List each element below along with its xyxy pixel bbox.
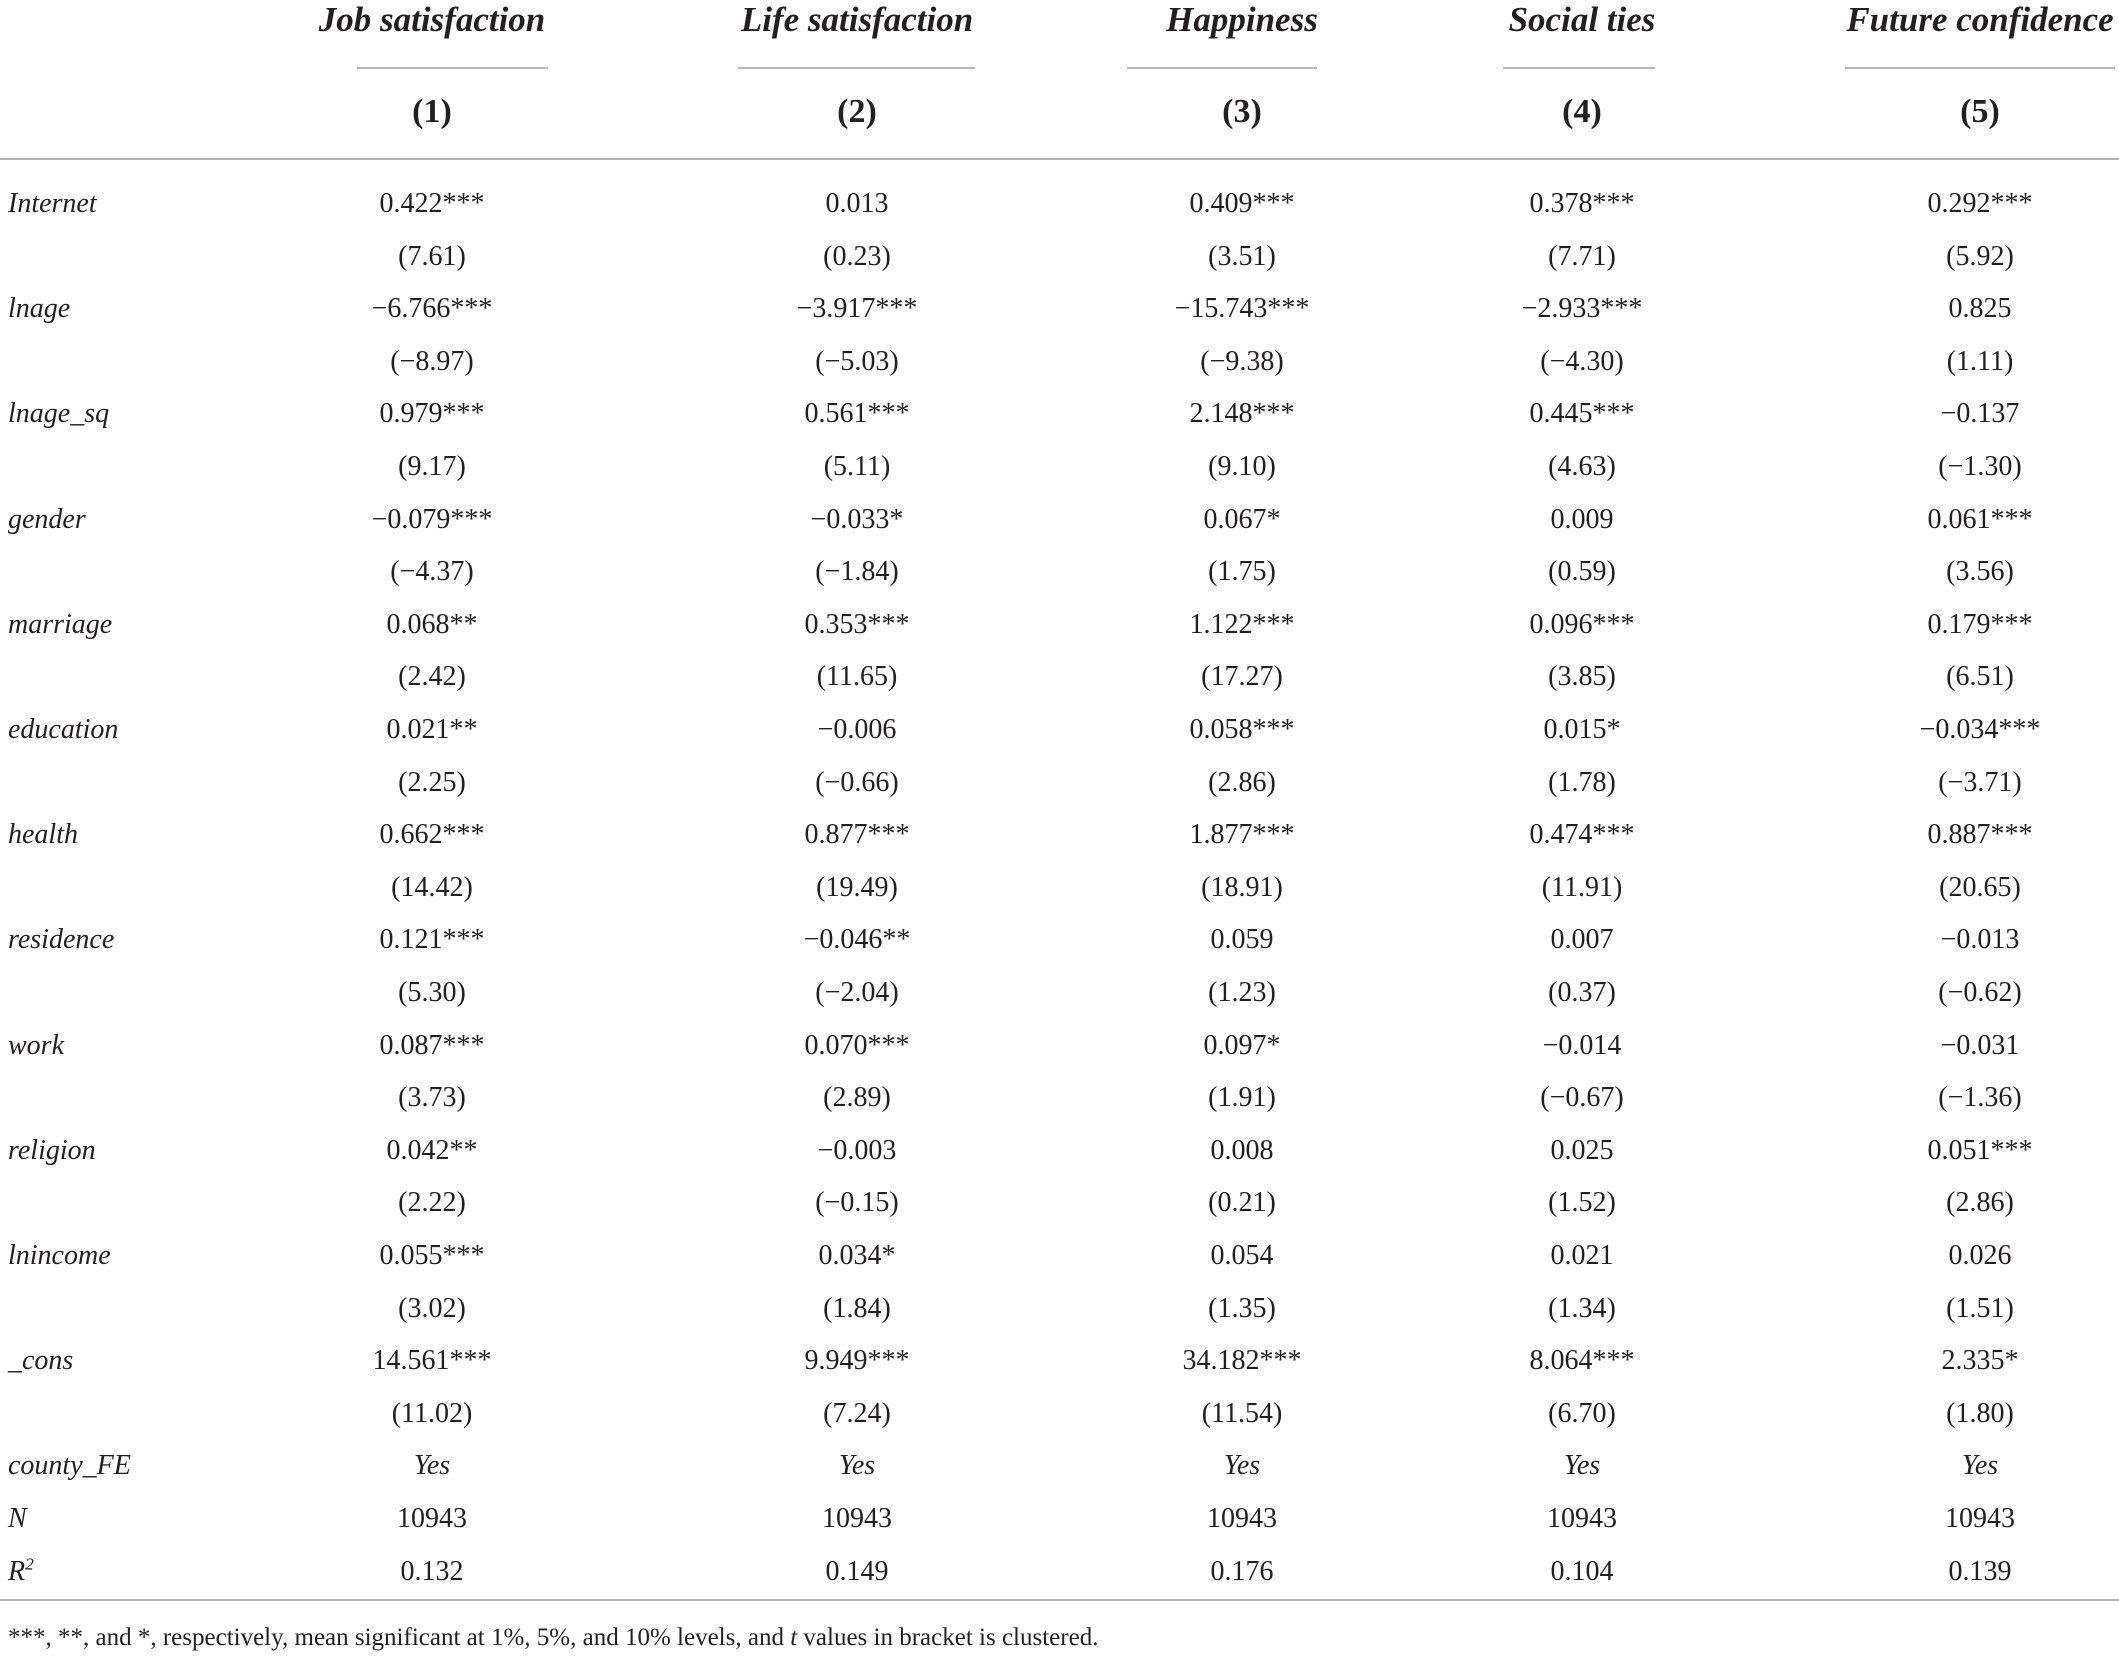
table-cell: (3.73): [398, 1082, 466, 1114]
table-row-tstat: [0, 231, 2119, 283]
table-cell: 0.067*: [1203, 503, 1281, 535]
table-row-tstat: [0, 1177, 2119, 1229]
column-title: Job satisfaction: [318, 0, 546, 39]
table-row: [0, 388, 2119, 440]
table-cell: (4.63): [1548, 451, 1616, 482]
table-row: [0, 704, 2119, 756]
table-row-tstat: [0, 441, 2119, 493]
table-cell: (18.91): [1201, 871, 1283, 903]
row-label-text: religion: [8, 1134, 96, 1166]
table-cell: −6.766***: [371, 293, 493, 325]
row-label: [8, 397, 109, 431]
table-cell: 0.887***: [1927, 819, 2033, 851]
table-cell: (2.86): [1946, 1187, 2014, 1219]
table-cell: (7.61): [398, 240, 466, 272]
table-cell: 0.021: [1550, 1240, 1614, 1271]
table-cell: 14.561***: [372, 1345, 492, 1377]
table-row: [0, 494, 2119, 546]
table-row-tstat: [0, 757, 2119, 809]
table-cell: 10943: [822, 1503, 892, 1534]
table-cell: 10943: [1207, 1503, 1277, 1534]
table-cell: −0.006: [817, 714, 897, 745]
table-row: [0, 1020, 2119, 1072]
table-cell: −3.917***: [796, 293, 918, 325]
footnote-text: ***, **, and *, respectively, mean significant at 1%, 5%, and 10% levels, and: [8, 1624, 791, 1651]
header-bottom-rule: [0, 158, 2119, 160]
table-cell: (−1.36): [1938, 1082, 2022, 1114]
row-label-text: R: [8, 1555, 26, 1587]
table-cell: 10943: [397, 1503, 467, 1534]
table-cell: −0.079***: [371, 503, 493, 535]
table-cell: (−0.62): [1938, 977, 2022, 1008]
table-row-tstat: [0, 1283, 2119, 1335]
table-row: [0, 1493, 2119, 1545]
table-cell: (−4.37): [390, 556, 474, 588]
table-cell: (3.56): [1946, 556, 2014, 588]
table-cell: 2.148***: [1189, 398, 1295, 430]
table-cell: 0.877***: [804, 819, 910, 851]
table-cell: −0.137: [1940, 398, 2020, 430]
column-title-rule: [1503, 67, 1655, 69]
column-title: Future confidence: [1846, 0, 2114, 39]
table-row: [0, 1440, 2119, 1492]
table-cell: (9.10): [1208, 451, 1276, 482]
table-cell: (1.52): [1548, 1187, 1616, 1219]
table-cell: Yes: [1223, 1450, 1261, 1482]
column-title-rule: [1127, 67, 1317, 69]
table-cell: (11.02): [391, 1397, 473, 1429]
table-cell: 2.335*: [1941, 1345, 2019, 1377]
table-cell: (5.92): [1946, 240, 2014, 272]
table-row-tstat: [0, 967, 2119, 1019]
table-bottom-rule: [0, 1599, 2119, 1601]
table-cell: 0.026: [1948, 1240, 2012, 1271]
column-number: (5): [1960, 93, 2000, 130]
table-cell: 0.068**: [386, 608, 478, 640]
table-cell: 0.042**: [386, 1134, 478, 1166]
table-cell: 0.054: [1210, 1240, 1274, 1271]
row-label: [8, 187, 97, 221]
row-label-text: residence: [8, 924, 115, 956]
table-cell: 0.445***: [1529, 398, 1635, 430]
table-cell: (2.86): [1208, 766, 1276, 798]
table-cell: (1.78): [1548, 766, 1616, 798]
table-cell: 0.104: [1550, 1555, 1614, 1587]
column-title-rule: [738, 67, 975, 69]
table-cell: 34.182***: [1182, 1345, 1302, 1377]
table-cell: (2.42): [398, 661, 466, 693]
table-cell: 0.179***: [1927, 608, 2033, 640]
table-cell: 0.662***: [379, 819, 485, 851]
table-cell: (9.17): [398, 451, 466, 482]
table-cell: (0.37): [1548, 977, 1616, 1008]
table-cell: 0.561***: [804, 398, 910, 430]
row-label-text: health: [8, 819, 78, 851]
table-cell: −0.013: [1940, 924, 2020, 956]
table-cell: 0.292***: [1927, 188, 2033, 219]
table-cell: 0.009: [1550, 503, 1614, 535]
row-label: [8, 1449, 131, 1483]
table-row-tstat: [0, 862, 2119, 914]
table-row: [0, 599, 2119, 651]
table-cell: −0.034***: [1919, 714, 2041, 745]
table-cell: (1.35): [1208, 1292, 1276, 1324]
table-cell: Yes: [1563, 1450, 1601, 1482]
row-label-text: work: [8, 1029, 64, 1061]
row-label: [8, 503, 86, 537]
table-cell: 0.132: [400, 1555, 464, 1587]
column-number: (3): [1222, 93, 1262, 130]
table-cell: 0.055***: [379, 1240, 485, 1271]
table-cell: 0.061***: [1927, 503, 2033, 535]
table-cell: Yes: [413, 1450, 451, 1482]
column-title-rule: [1845, 67, 2115, 69]
table-cell: 0.353***: [804, 608, 910, 640]
row-label-text: marriage: [8, 608, 113, 640]
table-cell: 10943: [1945, 1503, 2015, 1534]
column-title: Happiness: [1166, 0, 1318, 39]
table-row-tstat: [0, 546, 2119, 598]
table-cell: 0.422***: [379, 188, 485, 219]
table-cell: (−4.30): [1540, 345, 1624, 377]
table-cell: (11.54): [1201, 1397, 1283, 1429]
row-label: [8, 608, 112, 642]
table-cell: 8.064***: [1529, 1345, 1635, 1377]
table-cell: (3.02): [398, 1292, 466, 1324]
column-number: (1): [412, 93, 452, 130]
table-cell: 1.122***: [1189, 608, 1295, 640]
table-cell: −0.031: [1940, 1029, 2020, 1061]
table-cell: 0.096***: [1529, 608, 1635, 640]
table-cell: 0.015*: [1543, 714, 1621, 745]
table-cell: (7.71): [1548, 240, 1616, 272]
table-cell: 0.378***: [1529, 188, 1635, 219]
row-label: [8, 1029, 64, 1063]
table-cell: 0.087***: [379, 1029, 485, 1061]
table-cell: −0.033*: [810, 503, 904, 535]
row-label: [8, 1555, 34, 1589]
table-cell: (−9.38): [1200, 345, 1284, 377]
table-cell: (19.49): [816, 871, 898, 903]
row-label-text: Internet: [8, 188, 97, 219]
table-cell: −2.933***: [1521, 293, 1643, 325]
table-cell: (2.89): [823, 1082, 891, 1114]
table-cell: (11.65): [816, 661, 898, 693]
table-cell: (1.34): [1548, 1292, 1616, 1324]
table-row: [0, 1125, 2119, 1177]
table-cell: (−0.66): [815, 766, 899, 798]
table-cell: (1.11): [1946, 345, 2014, 377]
table-cell: (−0.67): [1540, 1082, 1624, 1114]
table-cell: (20.65): [1939, 871, 2021, 903]
table-cell: (1.84): [823, 1292, 891, 1324]
table-row: [0, 283, 2119, 335]
row-label-text: lnage_sq: [8, 398, 110, 430]
table-cell: 0.176: [1210, 1555, 1274, 1587]
table-cell: 0.409***: [1189, 188, 1295, 219]
table-cell: (5.11): [823, 451, 891, 482]
table-row-tstat: [0, 1388, 2119, 1440]
table-cell: (2.25): [398, 766, 466, 798]
table-cell: 0.025: [1550, 1134, 1614, 1166]
table-row: [0, 1546, 2119, 1598]
table-cell: 0.051***: [1927, 1134, 2033, 1166]
row-label-text: lnincome: [8, 1240, 111, 1271]
table-cell: (1.80): [1946, 1397, 2014, 1429]
table-cell: (2.22): [398, 1187, 466, 1219]
table-cell: (−5.03): [815, 345, 899, 377]
table-row: [0, 1335, 2119, 1387]
table-row-tstat: [0, 651, 2119, 703]
row-label-superscript: 2: [25, 1554, 34, 1574]
row-label-text: N: [8, 1503, 27, 1534]
row-label: [8, 1239, 111, 1273]
table-cell: −0.014: [1542, 1029, 1622, 1061]
row-label-text: education: [8, 714, 119, 745]
table-cell: −0.003: [817, 1134, 897, 1166]
table-cell: (0.23): [823, 240, 891, 272]
table-cell: (7.24): [823, 1397, 891, 1429]
table-cell: 0.034*: [818, 1240, 896, 1271]
table-cell: 0.121***: [379, 924, 485, 956]
table-cell: 0.008: [1210, 1134, 1274, 1166]
column-title: Life satisfaction: [740, 0, 974, 39]
table-cell: 0.097*: [1203, 1029, 1281, 1061]
row-label-text: lnage: [8, 293, 71, 325]
table-cell: (11.91): [1541, 871, 1623, 903]
column-title-rule: [357, 67, 548, 69]
column-title: Social ties: [1508, 0, 1656, 39]
table-cell: (−3.71): [1938, 766, 2022, 798]
table-row: [0, 914, 2119, 966]
table-cell: (−1.84): [815, 556, 899, 588]
table-cell: −15.743***: [1174, 293, 1310, 325]
table-cell: (6.70): [1548, 1397, 1616, 1429]
table-row: [0, 1230, 2119, 1282]
table-footnote: [8, 1623, 1098, 1653]
table-cell: (3.51): [1208, 240, 1276, 272]
table-cell: Yes: [838, 1450, 876, 1482]
row-label: [8, 1134, 96, 1168]
row-label-text: _cons: [8, 1345, 74, 1377]
table-cell: (1.23): [1208, 977, 1276, 1008]
row-label: [8, 1344, 73, 1378]
table-cell: 0.825: [1948, 293, 2012, 325]
table-cell: (−2.04): [815, 977, 899, 1008]
table-cell: (0.21): [1208, 1187, 1276, 1219]
row-label: [8, 923, 114, 957]
table-cell: 0.070***: [804, 1029, 910, 1061]
table-cell: 0.149: [825, 1555, 889, 1587]
table-row-tstat: [0, 1072, 2119, 1124]
column-number: (4): [1562, 93, 1602, 130]
table-cell: −0.046**: [803, 924, 911, 956]
table-cell: 0.058***: [1189, 714, 1295, 745]
table-cell: (6.51): [1946, 661, 2014, 693]
table-cell: (−0.15): [815, 1187, 899, 1219]
table-cell: 0.007: [1550, 924, 1614, 956]
footnote-t-symbol: t: [790, 1624, 798, 1651]
row-label-text: gender: [8, 503, 86, 535]
table-cell: 0.474***: [1529, 819, 1635, 851]
table-cell: 0.013: [825, 188, 889, 219]
table-cell: (5.30): [398, 977, 466, 1008]
table-cell: (−1.30): [1938, 451, 2022, 482]
table-cell: (14.42): [391, 871, 473, 903]
row-label-text: county_FE: [8, 1450, 131, 1482]
table-cell: (1.51): [1946, 1292, 2014, 1324]
footnote-text-end: values in bracket is clustered.: [797, 1624, 1099, 1651]
table-row: [0, 809, 2119, 861]
table-cell: (17.27): [1201, 661, 1283, 693]
table-cell: 0.979***: [379, 398, 485, 430]
table-cell: (−8.97): [390, 345, 474, 377]
row-label: [8, 713, 118, 747]
table-cell: 0.021**: [386, 714, 478, 745]
row-label: [8, 1502, 27, 1536]
table-cell: 0.139: [1948, 1555, 2012, 1587]
table-cell: 10943: [1547, 1503, 1617, 1534]
table-cell: (1.91): [1208, 1082, 1276, 1114]
table-cell: Yes: [1961, 1450, 1999, 1482]
table-row-tstat: [0, 336, 2119, 388]
column-number: (2): [837, 93, 877, 130]
table-cell: 9.949***: [804, 1345, 910, 1377]
table-cell: (1.75): [1208, 556, 1276, 588]
row-label: [8, 818, 78, 852]
table-cell: (3.85): [1548, 661, 1616, 693]
row-label: [8, 292, 70, 326]
table-cell: (0.59): [1548, 556, 1616, 588]
table-row: [0, 178, 2119, 230]
table-cell: 0.059: [1210, 924, 1274, 956]
table-cell: 1.877***: [1189, 819, 1295, 851]
